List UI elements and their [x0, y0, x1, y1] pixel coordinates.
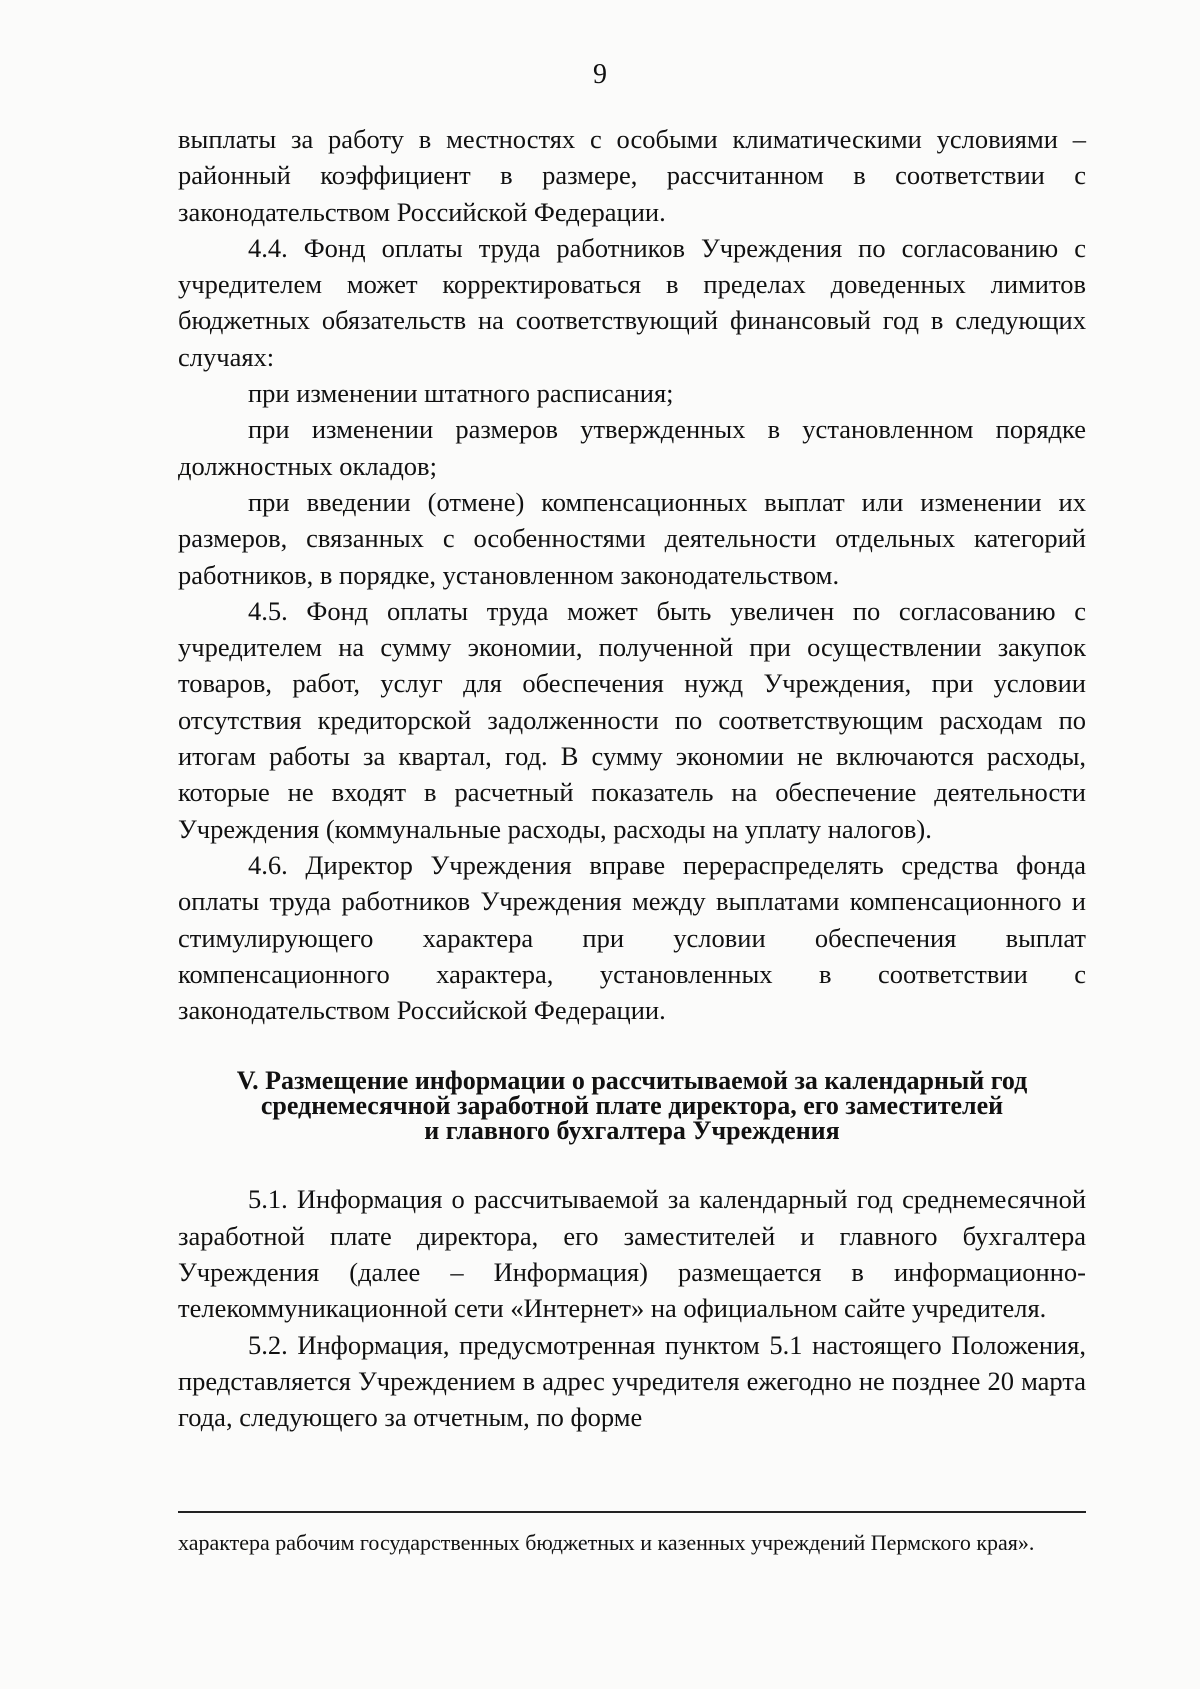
paragraph-4-6: 4.6. Директор Учреждения вправе перераспределять средства фонда оплаты труда работников Учреждения между выплатами компенсационного и стимулирующего характера при условии обеспечения выплат компенсационного характера, установленных в соответствии с законодательством Российской Федерации. — [178, 849, 1086, 1026]
list-item: при изменении размеров утвержденных в установленном порядке должностных окладов; — [178, 414, 1086, 481]
page-number: 9 — [593, 59, 607, 90]
paragraph: выплаты за работу в местностях с особыми климатическими условиями – районный коэффициент в размере, рассчитанном в соответствии с законодательством Российской Федерации. — [178, 124, 1086, 227]
list-item: при введении (отмене) компенсационных выплат или изменении их размеров, связанных с особенностями деятельности отдельных категорий работников, в порядке, установленном законодательством. — [178, 486, 1086, 590]
paragraph-4-4: 4.4. Фонд оплаты труда работников Учреждения по согласованию с учредителем может корректироваться в пределах доведенных лимитов бюджетных обязательств на соответствующий финансовый год в следующих случаях: — [178, 232, 1086, 372]
paragraph-5-1: 5.1. Информация о рассчитываемой за календарный год среднемесячной заработной плате директора, его заместителей и главного бухгалтера Учреждения (далее – Информация) размещается в информационно-телекоммуникационной сети «Интернет» на официальном сайте учредителя. — [178, 1184, 1086, 1324]
list-item: при изменении штатного расписания; — [248, 378, 674, 409]
section-heading — [178, 1066, 1086, 1146]
footnote-separator — [178, 1511, 1086, 1513]
paragraph-5-2: 5.2. Информация, предусмотренная пунктом 5.1 настоящего Положения, представляется Учреждением в адрес учредителя ежегодно не позднее 20 марта года, следующего за отчетным, по форме — [178, 1329, 1086, 1433]
section-heading-line: V. Размещение информации о рассчитываемой за календарный год — [236, 1066, 1028, 1096]
section-heading-line: среднемесячной заработной плате директора, его заместителей — [260, 1091, 1004, 1121]
section-heading-line: и главного бухгалтера Учреждения — [424, 1116, 840, 1146]
document-body — [178, 121, 1086, 1436]
footnote: характера рабочим государственных бюджетных и казенных учреждений Пермского края». — [178, 1530, 1035, 1555]
paragraph-4-5: 4.5. Фонд оплаты труда может быть увеличен по согласованию с учредителем на сумму экономии, полученной при осуществлении закупок товаров, работ, услуг для обеспечения нужд Учреждения, при условии отсутствия кредиторской задолженности по соответствующим расходам по итогам работы за квартал, год. В сумму экономии не включаются расходы, которые не входят в расчетный показатель на обеспечение деятельности Учреждения (коммунальные расходы, расходы на уплату налогов). — [178, 595, 1086, 844]
